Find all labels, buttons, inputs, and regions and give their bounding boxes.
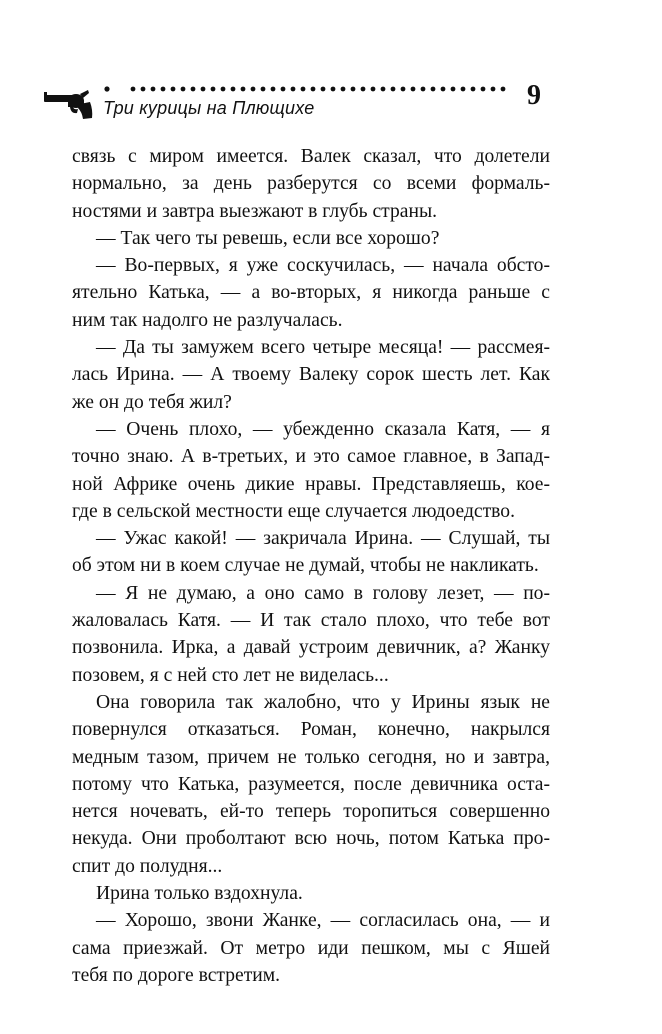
text-line: нормально, за день разберутся со всеми формаль- <box>72 173 550 195</box>
text-line: сама приезжай. От метро иди пешком, мы с Яшей <box>72 937 550 959</box>
text-line: же он до тебя жил? <box>72 391 232 413</box>
page-number: 9 <box>527 80 541 111</box>
text-line: — Так чего ты ревешь, если все хорошо? <box>96 227 440 249</box>
text-line: Ирина только вздохнула. <box>96 883 303 905</box>
text-line: ной Африке очень дикие нравы. Представляешь, кое- <box>72 473 550 495</box>
text-line: точно знаю. А в-третьих, и это самое главное, в Запад- <box>72 446 550 468</box>
series-title: Три курицы на Плющихе <box>103 98 315 118</box>
text-line: — Хорошо, звони Жанке, — согласилась она, — и <box>96 910 550 932</box>
text-line: медным тазом, причем не только сегодня, но и завтра, <box>72 746 550 768</box>
text-line: — Очень плохо, — убежденно сказала Катя, — я <box>96 418 550 440</box>
text-line: — Во-первых, я уже соскучилась, — начала обсто- <box>96 255 550 277</box>
running-head <box>0 0 662 140</box>
revolver-icon <box>38 88 94 120</box>
text-line: — Да ты замужем всего четыре месяца! — рассмея- <box>96 337 550 359</box>
text-line: ним так надолго не разлучалась. <box>72 309 343 331</box>
text-line: некуда. Они проболтают всю ночь, потом Катька про- <box>72 828 550 850</box>
text-line: позовем, я с ней сто лет не виделась... <box>72 664 389 686</box>
text-line: спит до полудня... <box>72 855 223 877</box>
text-line: Она говорила так жалобно, что у Ирины язык не <box>96 691 550 713</box>
text-line: — Я не думаю, а оно само в голову лезет, — по- <box>96 582 550 604</box>
text-line: ностями и завтра выезжают в глубь страны. <box>72 200 438 222</box>
text-line: нется ночевать, ей-то теперь торопиться совершенно <box>72 801 550 823</box>
text-line: лась Ирина. — А твоему Валеку сорок шесть лет. Как <box>72 364 550 386</box>
text-line: потому что Катька, разумеется, после девичника оста- <box>72 773 550 795</box>
dotted-rule <box>103 82 513 96</box>
text-line: связь с миром имеется. Валек сказал, что долетели <box>72 146 550 167</box>
text-line: — Ужас какой! — закричала Ирина. — Слушай, ты <box>96 528 550 550</box>
text-line: об этом ни в коем случае не думай, чтобы не накликать. <box>72 555 539 577</box>
text-line: жаловалась Катя. — И так стало плохо, что тебе вот <box>72 610 550 632</box>
body-text <box>72 143 550 989</box>
text-line: тебя по дороге встретим. <box>72 964 281 986</box>
text-line: повернулся отказаться. Роман, конечно, накрылся <box>72 719 550 741</box>
text-line: где в сельской местности еще случается людоедство. <box>72 500 515 522</box>
text-line: ятельно Катька, — а во-вторых, я никогда раньше с <box>72 282 550 304</box>
text-line: позвонила. Ирка, а давай устроим девичник, а? Жанку <box>72 637 550 659</box>
